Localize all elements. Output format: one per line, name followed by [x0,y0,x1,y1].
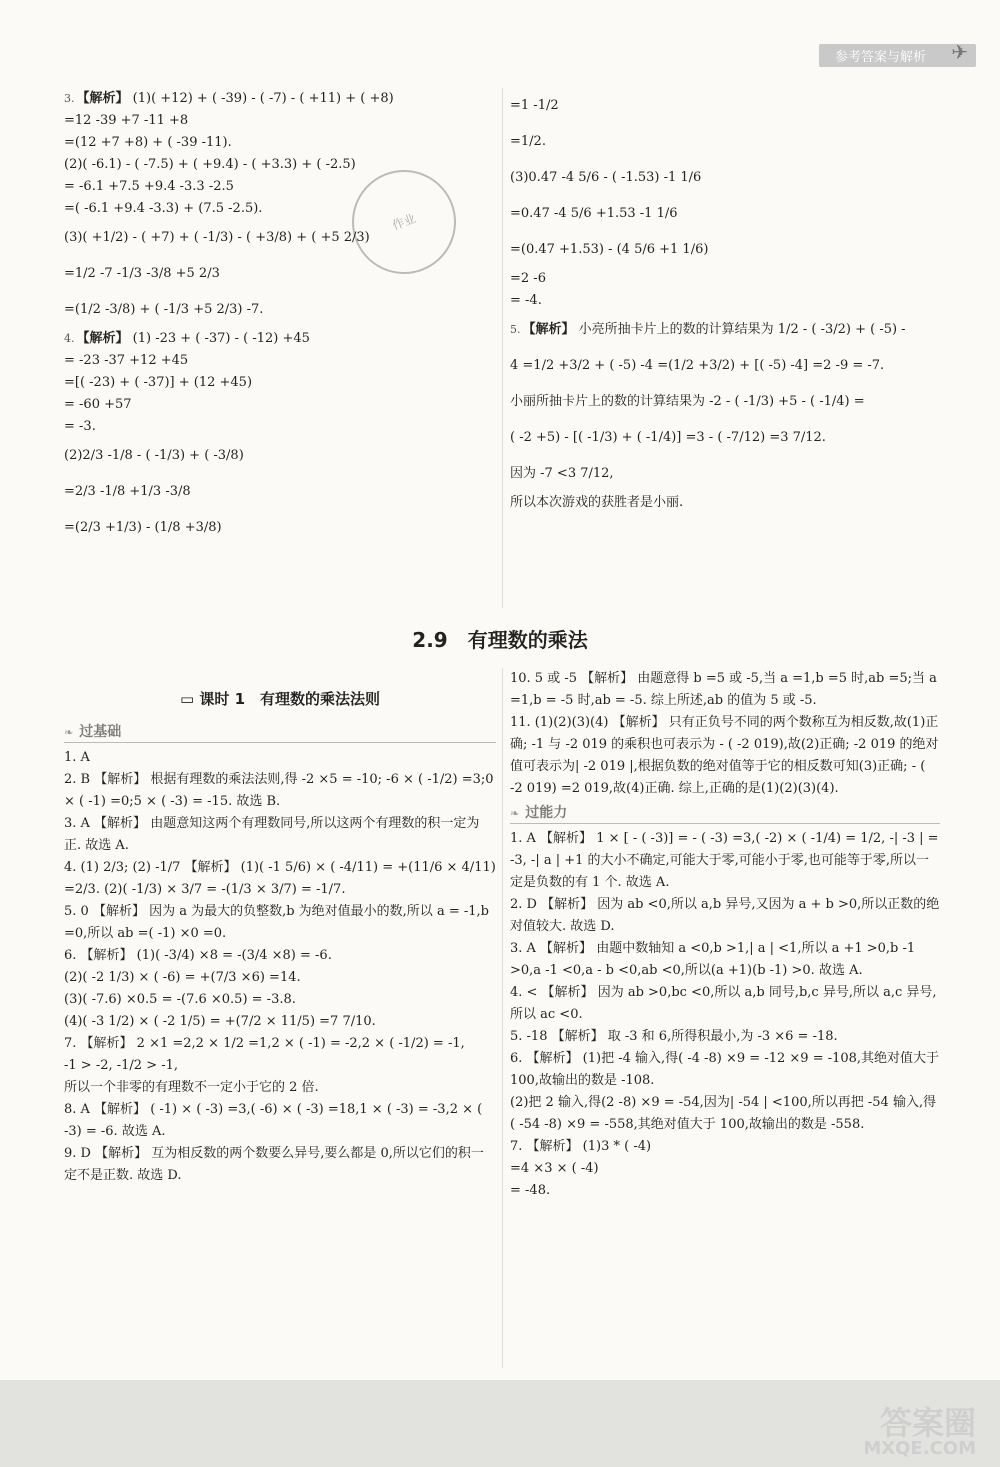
column-divider-top [502,88,503,608]
q3-line: =1/2 -7 -1/3 -3/8 +5 2/3 [64,266,220,281]
q3-line: =(12 +7 +8) + ( -39 -11). [64,135,232,150]
q5-line: 所以本次游戏的获胜者是小丽. [510,495,684,510]
answer-item: 4. (1) 2/3; (2) -1/7 【解析】 (1)( -1 5/6) × ( -4/11) = +(11/6 × 4/11) =2/3. (2)( -1/3) × 3/7 = -(1/3 × 3/7) = -1/7. [64,860,496,897]
q4-line: =2/3 -1/8 +1/3 -3/8 [64,484,191,499]
q3-line: =(1/2 -3/8) + ( -1/3 +5 2/3) -7. [64,302,264,317]
header-tab [819,40,976,67]
bottom-right-column [510,668,940,1202]
watermark-logo: 答案圈 [879,1404,976,1442]
q5-line: ( -2 +5) - [( -1/3) + ( -1/4)] =3 - ( -7/12) =3 7/12. [510,430,826,445]
answer-item: 3. A 【解析】 由题意知这两个有理数同号,所以这两个有理数的积一定为正. 故选 A. [64,816,480,853]
calc-line: =0.47 -4 5/6 +1.53 -1 1/6 [510,206,678,221]
q4-line: = -3. [64,419,96,434]
answer-item: (4)( -3 1/2) × ( -2 1/5) = +(7/2 × 11/5) =7 7/10. [64,1014,376,1029]
homework-stamp: 作业 [337,155,470,288]
answer-item: =4 ×3 × ( -4) [510,1161,599,1176]
subhead-ability: ❧ 过能力 [510,802,940,824]
q5-line: 4 =1/2 +3/2 + ( -5) -4 =(1/2 +3/2) + [( -5) -4] =2 -9 = -7. [510,358,885,373]
q5-line: 因为 -7 <3 7/12, [510,466,614,481]
answer-item: 7. 【解析】 (1)3 * ( -4) [510,1139,652,1154]
answer-item: 10. 5 或 -5 【解析】 由题意得 b =5 或 -5,当 a =1,b =5 时,ab =5;当 a =1,b = -5 时,ab = -5. 综上所述,ab 的值为 5 或 -5. [510,671,937,708]
header-label: 参考答案与解析 [834,50,926,65]
q4-line: =(2/3 +1/3) - (1/8 +3/8) [64,520,222,535]
q5-line: 小丽所抽卡片上的数的计算结果为 -2 - ( -1/3) +5 - ( -1/4) = [510,394,865,409]
calc-line: =1 -1/2 [510,98,559,113]
q4-line: (2)2/3 -1/8 - ( -1/3) + ( -3/8) [64,448,244,463]
answer-item: 4. < 【解析】 因为 ab >0,bc <0,所以 a,b 同号,b,c 异号,所以 a,c 异号,所以 ac <0. [510,985,937,1022]
q5-line: 5. 【解析】 小亮所抽卡片上的数的计算结果为 1/2 - ( -3/2) + ( -5) - [510,322,906,337]
answer-item: 所以一个非零的有理数不一定小于它的 2 倍. [64,1080,319,1095]
q3-line: (2)( -6.1) - ( -7.5) + ( +9.4) - ( +3.3) + ( -2.5) [64,157,356,172]
calc-line: = -4. [510,293,542,308]
footer-band [0,1380,1000,1467]
q4-line: = -23 -37 +12 +45 [64,353,189,368]
answer-item: (2)( -2 1/3) × ( -6) = +(7/3 ×6) =14. [64,970,301,985]
top-right-column [510,88,940,514]
q4-line: = -60 +57 [64,397,132,412]
book-icon: ▭ [179,690,200,708]
answer-item: 8. A 【解析】 ( -1) × ( -3) =3,( -6) × ( -3) =18,1 × ( -3) = -3,2 × ( -3) = -6. 故选 A. [64,1102,483,1139]
q3-line: =( -6.1 +9.4 -3.3) + (7.5 -2.5). [64,201,263,216]
calc-line: =(0.47 +1.53) - (4 5/6 +1 1/6) [510,242,709,257]
q3-line: 3. 【解析】 (1)( +12) + ( -39) - ( -7) - ( +11) + ( +8) [64,91,394,106]
answer-item: = -48. [510,1183,551,1198]
top-left-column [64,88,496,546]
answer-item: 7. 【解析】 2 ×1 =2,2 × 1/2 =1,2 × ( -1) = -2,2 × ( -1/2) = -1, [64,1036,465,1051]
answer-item: (3)( -7.6) ×0.5 = -(7.6 ×0.5) = -3.8. [64,992,296,1007]
q4-line: =[( -23) + ( -37)] + (12 +45) [64,375,253,390]
answer-item: 1. A [64,750,90,765]
lesson-title: ▭ 课时 1 有理数的乘法法则 [179,690,381,708]
leaf-icon: ❧ [64,726,74,739]
subhead-basic: ❧ 过基础 [64,721,496,743]
section-title: 2.9 有理数的乘法 [412,628,588,652]
leaf-icon: ❧ [510,807,520,820]
answer-item: 2. B 【解析】 根据有理数的乘法法则,得 -2 ×5 = -10; -6 × ( -1/2) =3;0 × ( -1) =0;5 × ( -3) = -15. 故选 B. [64,772,494,809]
calc-line: =1/2. [510,134,546,149]
answer-item: 5. -18 【解析】 取 -3 和 6,所得积最小,为 -3 ×6 = -18. [510,1029,838,1044]
calc-line: =2 -6 [510,271,546,286]
answer-item: (2)把 2 输入,得(2 -8) ×9 = -54,因为| -54 | <100,所以再把 -54 输入,得( -54 -8) ×9 = -558,其绝对值大于 100,故输出的数是 -558. [510,1095,937,1132]
answer-item: 3. A 【解析】 由题中数轴知 a <0,b >1,| a | <1,所以 a +1 >0,b -1 >0,a -1 <0,a - b <0,ab <0,所以(a +1)(b -1) >0. 故选 A. [510,941,916,978]
answer-item: 1. A 【解析】 1 × [ - ( -3)] = - ( -3) =3,( -2) × ( -1/4) = 1/2, -| -3 | = -3, -| a | +1 的大小不确定,可能大于零,可能小于零,也可能等于零,所以一定是负数的有 1 个. 故选 A. [510,831,939,890]
answer-item: 6. 【解析】 (1)把 -4 输入,得( -4 -8) ×9 = -12 ×9 = -108,其绝对值大于 100,故输出的数是 -108. [510,1051,940,1088]
q3-line: =12 -39 +7 -11 +8 [64,113,189,128]
watermark-url: MXQE.COM [863,1438,976,1459]
answer-item: 9. D 【解析】 互为相反数的两个数要么异号,要么都是 0,所以它们的积一定不是正数. 故选 D. [64,1146,484,1183]
answer-item: 6. 【解析】 (1)( -3/4) ×8 = -(3/4 ×8) = -6. [64,948,332,963]
rocket-icon: ✈ [951,40,968,64]
q3-line: = -6.1 +7.5 +9.4 -3.3 -2.5 [64,179,234,194]
q3-line: (3)( +1/2) - ( +7) + ( -1/3) - ( +3/8) + ( +5 2/3) [64,230,370,245]
answer-item: 5. 0 【解析】 因为 a 为最大的负整数,b 为绝对值最小的数,所以 a = -1,b =0,所以 ab =( -1) ×0 =0. [64,904,489,941]
bottom-left-column [64,688,496,1187]
calc-line: (3)0.47 -4 5/6 - ( -1.53) -1 1/6 [510,170,702,185]
answer-item: 2. D 【解析】 因为 ab <0,所以 a,b 异号,又因为 a + b >0,所以正数的绝对值较大. 故选 D. [510,897,940,934]
answer-item: -1 > -2, -1/2 > -1, [64,1058,179,1073]
q4-line: 4. 【解析】 (1) -23 + ( -37) - ( -12) +45 [64,331,310,346]
column-divider-bottom [502,668,503,1368]
answer-item: 11. (1)(2)(3)(4) 【解析】 只有正负号不同的两个数称互为相反数,故(1)正确; -1 与 -2 019 的乘积也可表示为 - ( -2 019),故(2)正确; -2 019 的绝对值可表示为| -2 019 |,根据负数的绝对值等于它的相反数可知(3)正确; - ( -2 019) =2 019,故(4)正确. 综上,正确的是(1)(2)(3)(4). [510,715,939,796]
